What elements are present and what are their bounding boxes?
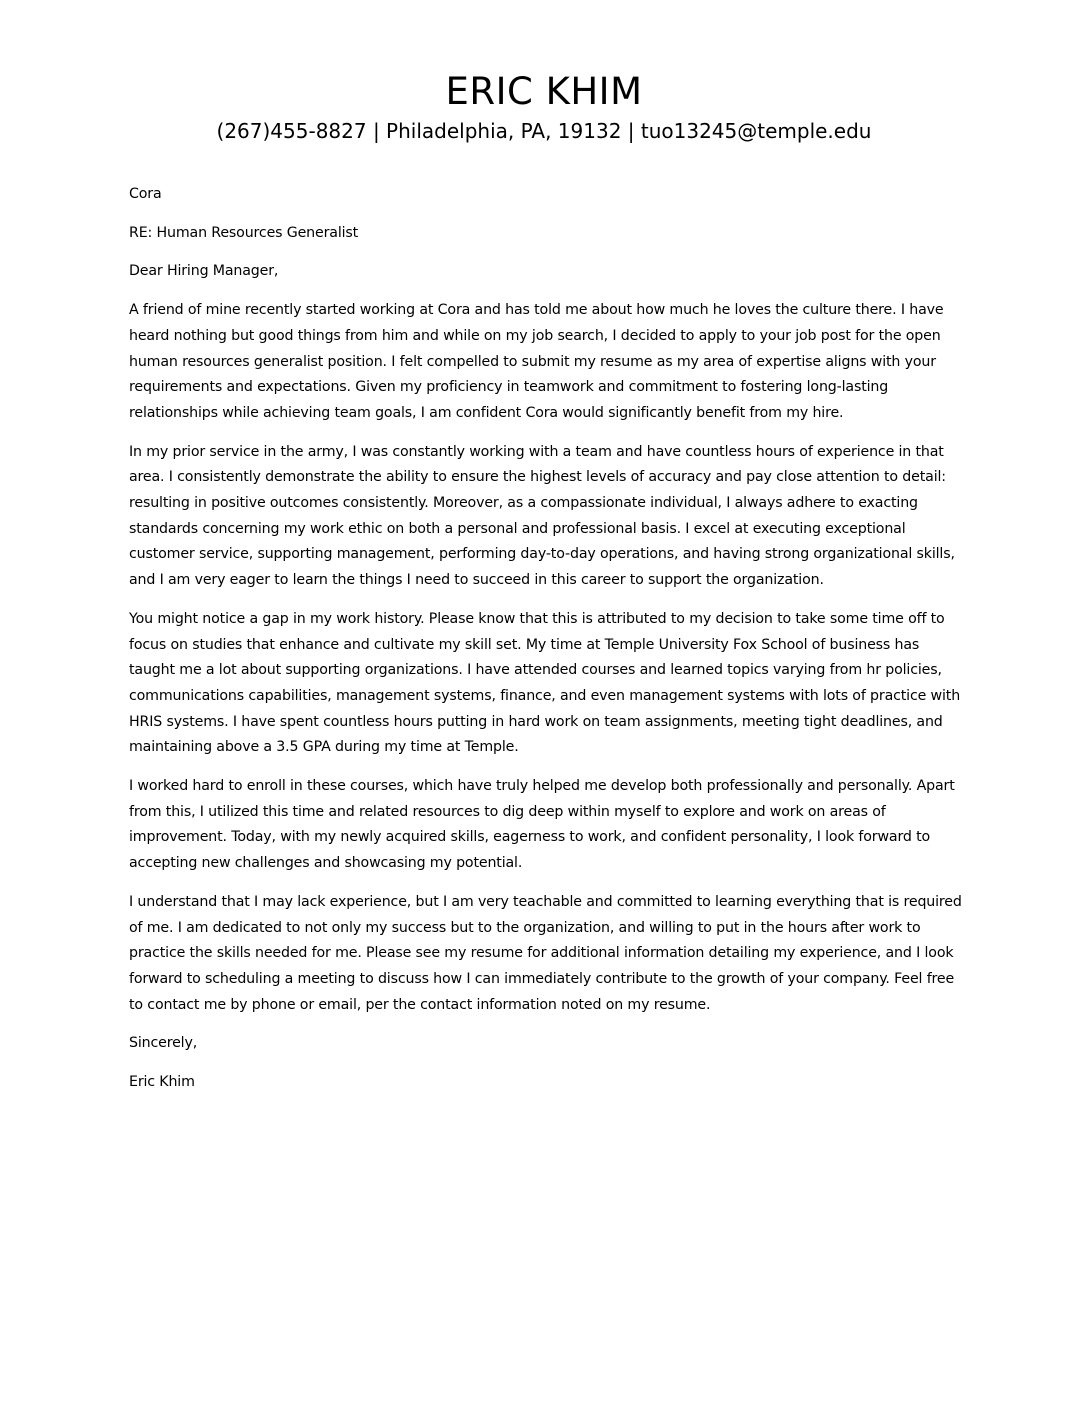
body-paragraph: You might notice a gap in my work history. Please know that this is attributed to my decision to take some time off to focus on studies that enhance and cultivate my skill set. My time at Temple University Fox School of business has taught me a lot about supporting organizations. I have attended courses and learned topics varying from hr policies, communications capabilities, management systems, finance, and even management systems with lots of practice with HRIS systems. I have spent countless hours putting in hard work on team assignments, meeting tight deadlines, and maintaining above a 3.5 GPA during my time at Temple.: [129, 610, 961, 756]
subject-line: RE: Human Resources Generalist: [129, 224, 359, 241]
recipient: Cora: [129, 186, 162, 202]
closing: Sincerely,: [129, 1035, 198, 1052]
body-paragraph: In my prior service in the army, I was constantly working with a team and have countless hours of experience in that area. I consistently demonstrate the ability to ensure the highest levels of accuracy and pay close attention to detail: resulting in positive outcomes consistently. Moreover, as a compassionate individual, I always adhere to exacting standards concerning my work ethic on both a personal and professional basis. I excel at executing exceptional customer service, supporting management, performing day-to-day operations, and having strong organizational skills, and I am very eager to learn the things I need to succeed in this career to support the organization.: [129, 443, 955, 589]
signature: Eric Khim: [129, 1074, 195, 1091]
applicant-name: ERIC KHIM: [445, 70, 643, 113]
body-paragraph: I worked hard to enroll in these courses, which have truly helped me develop both professionally and personally. Apart from this, I utilized this time and related resources to dig deep within myself to explore and work on areas of improvement. Today, with my newly acquired skills, eagerness to work, and confident personality, I look forward to accepting new challenges and showcasing my potential.: [129, 778, 955, 872]
letter-body: [129, 182, 965, 1109]
salutation: Dear Hiring Manager,: [129, 263, 279, 280]
contact-line: (267)455-8827 | Philadelphia, PA, 19132 | tuo13245@temple.edu: [216, 119, 872, 143]
body-paragraph: I understand that I may lack experience, but I am very teachable and committed to learning everything that is required of me. I am dedicated to not only my success but to the organization, and willing to put in the hours after work to practice the skills needed for me. Please see my resume for additional information detailing my experience, and I look forward to scheduling a meeting to discuss how I can immediately contribute to the growth of your company. Feel free to contact me by phone or email, per the contact information noted on my resume.: [129, 893, 962, 1013]
body-paragraph: A friend of mine recently started working at Cora and has told me about how much he loves the culture there. I have heard nothing but good things from him and while on my job search, I decided to apply to your job post for the open human resources generalist position. I felt compelled to submit my resume as my area of expertise aligns with your requirements and expectations. Given my proficiency in teamwork and commitment to fostering long-lasting relationships while achieving team goals, I am confident Cora would significantly benefit from my hire.: [129, 302, 944, 421]
